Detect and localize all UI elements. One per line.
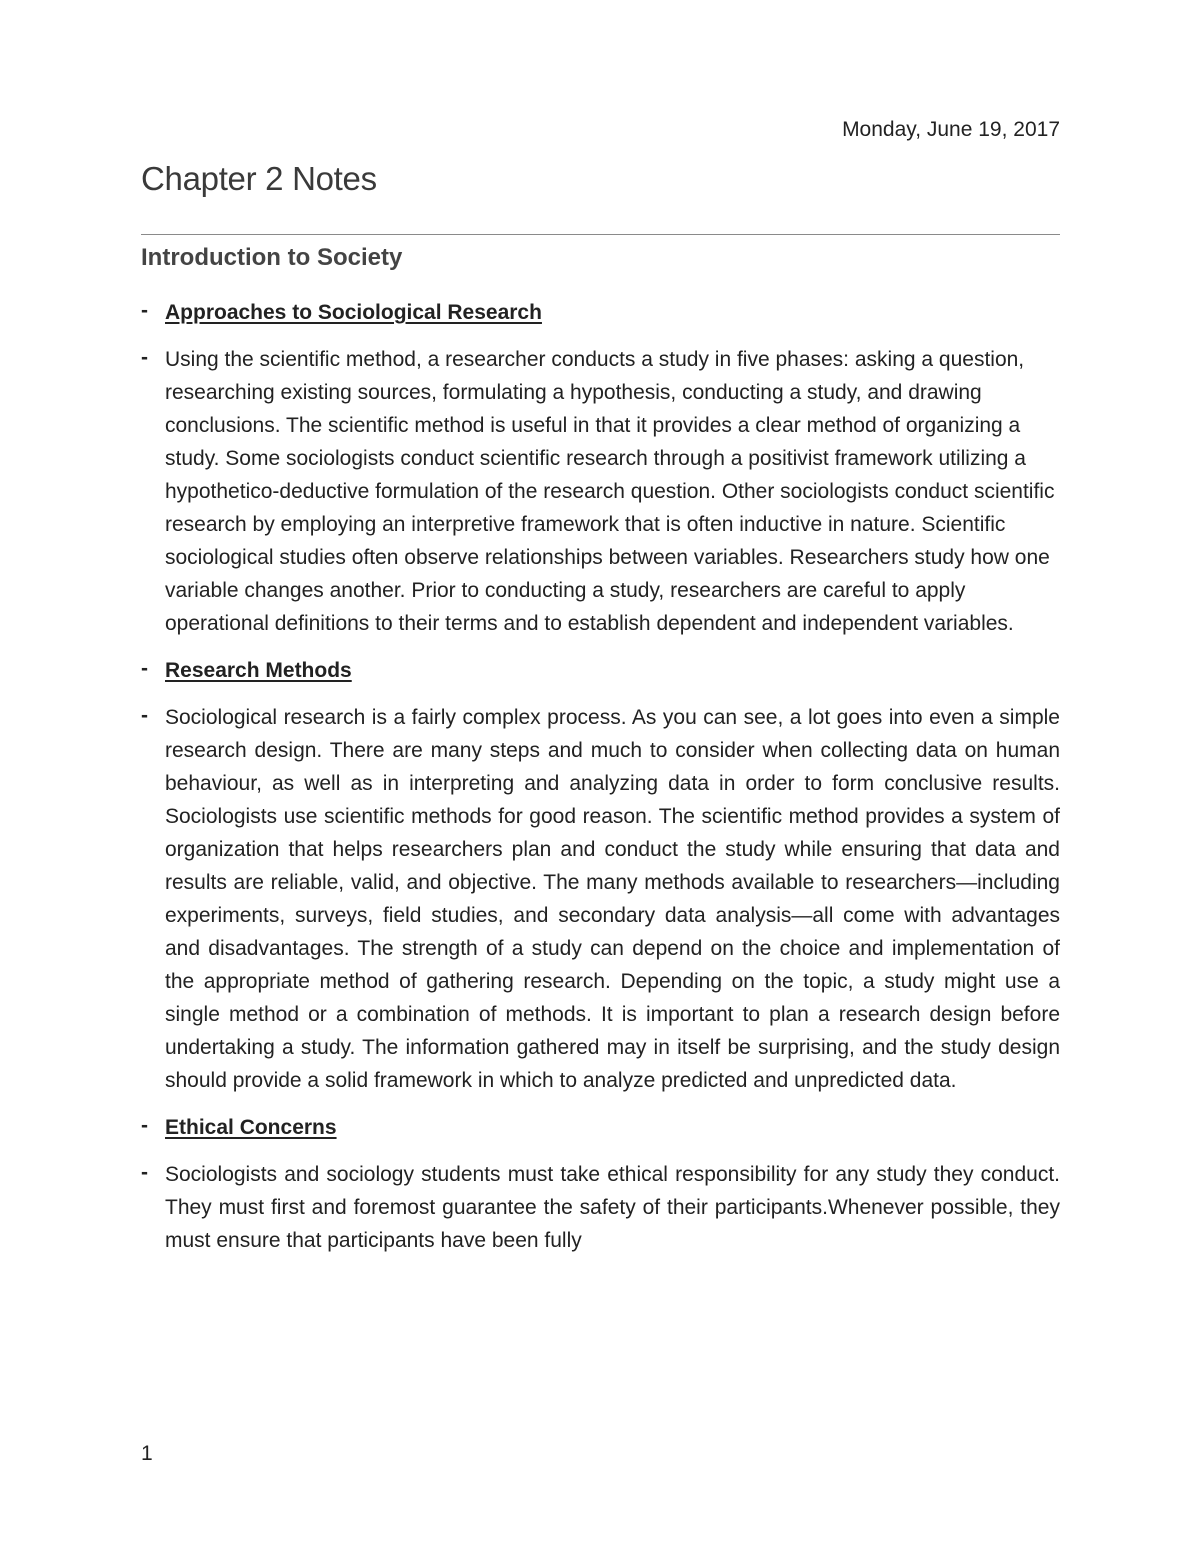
section-paragraph-item (141, 701, 1060, 1097)
section-paragraph: Sociological research is a fairly complex process. As you can see, a lot goes into even a simple research design. There are many steps and much to consider when collecting data on human behaviour, as well as in interpreting and analyzing data in order to form conclusive results. Sociologists use scientific methods for good reason. The scientific method provides a system of organization that helps researchers plan and conduct the study while ensuring that data and results are reliable, valid, and objective. The many methods available to researchers—including experiments, surveys, field studies, and secondary data analysis—all come with advantages and disadvantages. The strength of a study can depend on the choice and implementation of the appropriate method of gathering research. Depending on the topic, a study might use a single method or a combination of methods. It is important to plan a research design before undertaking a study. The information gathered may in itself be surprising, and the study design should provide a solid framework in which to analyze predicted and unpredicted data. (165, 706, 1060, 1092)
title-divider (141, 234, 1060, 235)
document-title: Chapter 2 Notes (141, 160, 377, 197)
bullet-dash: - (141, 704, 148, 727)
section-heading-item (141, 654, 1060, 687)
bullet-dash: - (141, 346, 148, 369)
section-heading: Ethical Concerns (165, 1116, 337, 1139)
section-paragraph-item (141, 1158, 1060, 1257)
bullet-dash: - (141, 1161, 148, 1184)
section-paragraph: Sociologists and sociology students must take ethical responsibility for any study they conduct. They must first and foremost guarantee the safety of their participants.Whenever possible, they must ensure that participants have been fully (165, 1163, 1060, 1252)
bullet-dash: - (141, 299, 148, 322)
section-paragraph: Using the scientific method, a researcher conducts a study in five phases: asking a question, researching existing sources, formulating a hypothesis, conducting a study, and drawing conclusions. The scientific method is useful in that it provides a clear method of organizing a study. Some sociologists conduct scientific research through a positivist framework utilizing a hypothetico-deductive formulation of the research question. Other sociologists conduct scientific research by employing an interpretive framework that is often inductive in nature. Scientific sociological studies often observe relationships between variables. Researchers study how one variable changes another. Prior to conducting a study, researchers are careful to apply operational definitions to their terms and to establish dependent and independent variables. (165, 348, 1055, 635)
document-body (141, 296, 1060, 1271)
section-heading-item (141, 1111, 1060, 1144)
section-paragraph-item (141, 343, 1060, 640)
document-date: Monday, June 19, 2017 (842, 118, 1060, 141)
bullet-dash: - (141, 657, 148, 680)
section-heading: Approaches to Sociological Research (165, 301, 542, 324)
section-heading-item (141, 296, 1060, 329)
document-subtitle: Introduction to Society (141, 244, 403, 271)
bullet-dash: - (141, 1114, 148, 1137)
page-number: 1 (141, 1442, 153, 1465)
section-heading: Research Methods (165, 659, 352, 682)
